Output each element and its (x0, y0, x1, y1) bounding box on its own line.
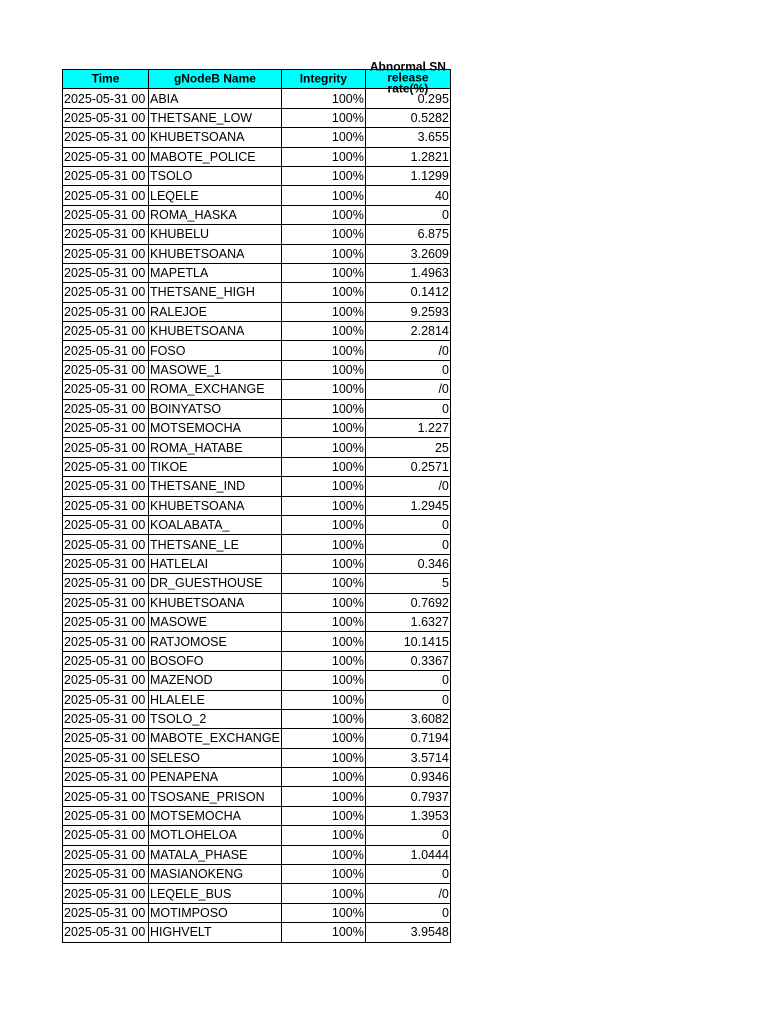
abnormal-sn-release-rate-cell[interactable]: 0 (365, 535, 450, 554)
abnormal-sn-release-rate-cell[interactable]: 25 (365, 438, 450, 457)
table-row (63, 477, 451, 496)
time-cell[interactable]: 2025-05-31 00 (63, 302, 149, 321)
header-integrity-label: Integrity (299, 71, 348, 86)
gnodeb-name-cell[interactable]: KHUBETSOANA (149, 593, 282, 612)
integrity-cell[interactable]: 100% (281, 341, 365, 360)
table-row (63, 225, 451, 244)
integrity-cell[interactable]: 100% (281, 166, 365, 185)
abnormal-sn-release-rate-cell[interactable]: 3.5714 (365, 748, 450, 767)
table-row (63, 263, 451, 282)
gnodeb-name-cell[interactable]: BOINYATSO (149, 399, 282, 418)
gnodeb-name-cell[interactable]: MABOTE_POLICE (149, 147, 282, 166)
gnodeb-name-cell[interactable]: ROMA_HATABE (149, 438, 282, 457)
time-cell[interactable]: 2025-05-31 00 (63, 612, 149, 631)
time-cell[interactable]: 2025-05-31 00 (63, 438, 149, 457)
time-cell[interactable]: 2025-05-31 00 (63, 671, 149, 690)
gnodeb-name-cell[interactable]: MAZENOD (149, 671, 282, 690)
header-abnormal-sn-release-rate[interactable] (365, 59, 450, 96)
gnodeb-name-cell[interactable]: ROMA_HASKA (149, 205, 282, 224)
table-row (63, 360, 451, 379)
gnodeb-name-cell[interactable]: HATLELAI (149, 554, 282, 573)
time-cell[interactable]: 2025-05-31 00 (63, 768, 149, 787)
abnormal-sn-release-rate-cell[interactable]: 0 (365, 360, 450, 379)
table-row (63, 865, 451, 884)
integrity-cell[interactable]: 100% (281, 671, 365, 690)
time-cell[interactable]: 2025-05-31 00 (63, 826, 149, 845)
table-row (63, 554, 451, 573)
integrity-cell[interactable]: 100% (281, 729, 365, 748)
table-row (63, 515, 451, 534)
header-integrity[interactable] (281, 70, 365, 89)
gnodeb-name-cell[interactable]: MOTIMPOSO (149, 903, 282, 922)
abnormal-sn-release-rate-cell[interactable]: 0 (365, 399, 450, 418)
integrity-cell[interactable]: 100% (281, 457, 365, 476)
abnormal-sn-release-rate-cell[interactable]: /0 (365, 341, 450, 360)
gnodeb-name-cell[interactable]: TSOLO_2 (149, 709, 282, 728)
table-row (63, 341, 451, 360)
time-cell[interactable]: 2025-05-31 00 (63, 787, 149, 806)
integrity-cell[interactable]: 100% (281, 205, 365, 224)
gnodeb-name-cell[interactable]: KOALABATA_ (149, 515, 282, 534)
table-row (63, 632, 451, 651)
table-row (63, 671, 451, 690)
integrity-cell[interactable]: 100% (281, 593, 365, 612)
table-row (63, 574, 451, 593)
integrity-cell[interactable]: 100% (281, 302, 365, 321)
integrity-cell[interactable]: 100% (281, 903, 365, 922)
time-cell[interactable]: 2025-05-31 00 (63, 903, 149, 922)
abnormal-sn-release-rate-cell[interactable]: 0 (365, 865, 450, 884)
table-row (63, 787, 451, 806)
abnormal-sn-release-rate-cell[interactable]: 2.2814 (365, 322, 450, 341)
time-cell[interactable]: 2025-05-31 00 (63, 341, 149, 360)
time-cell[interactable]: 2025-05-31 00 (63, 632, 149, 651)
gnodeb-name-cell[interactable]: FOSO (149, 341, 282, 360)
integrity-cell[interactable]: 100% (281, 108, 365, 127)
time-cell[interactable]: 2025-05-31 00 (63, 535, 149, 554)
integrity-cell[interactable]: 100% (281, 89, 365, 108)
time-cell[interactable]: 2025-05-31 00 (63, 496, 149, 515)
time-cell[interactable]: 2025-05-31 00 (63, 690, 149, 709)
gnodeb-name-cell[interactable]: LEQELE (149, 186, 282, 205)
gnodeb-name-cell[interactable]: KHUBETSOANA (149, 128, 282, 147)
gnodeb-name-cell[interactable]: KHUBELU (149, 225, 282, 244)
time-cell[interactable]: 2025-05-31 00 (63, 651, 149, 670)
table-row (63, 612, 451, 631)
gnodeb-name-cell[interactable]: ROMA_EXCHANGE (149, 380, 282, 399)
gnodeb-name-cell[interactable]: KHUBETSOANA (149, 496, 282, 515)
integrity-cell[interactable]: 100% (281, 865, 365, 884)
integrity-cell[interactable]: 100% (281, 380, 365, 399)
integrity-cell[interactable]: 100% (281, 438, 365, 457)
gnodeb-name-cell[interactable]: MASOWE (149, 612, 282, 631)
gnodeb-name-cell[interactable]: THETSANE_IND (149, 477, 282, 496)
abnormal-sn-release-rate-cell[interactable]: 40 (365, 186, 450, 205)
time-cell[interactable]: 2025-05-31 00 (63, 147, 149, 166)
table-row (63, 205, 451, 224)
gnodeb-name-cell[interactable]: TIKOE (149, 457, 282, 476)
table-row (63, 593, 451, 612)
table-row (63, 651, 451, 670)
integrity-cell[interactable]: 100% (281, 477, 365, 496)
gnodeb-name-cell[interactable]: MOTSEMOCHA (149, 419, 282, 438)
time-cell[interactable]: 2025-05-31 00 (63, 515, 149, 534)
time-cell[interactable]: 2025-05-31 00 (63, 729, 149, 748)
integrity-cell[interactable]: 100% (281, 283, 365, 302)
time-cell[interactable]: 2025-05-31 00 (63, 574, 149, 593)
table-row (63, 322, 451, 341)
gnodeb-name-cell[interactable]: KHUBETSOANA (149, 322, 282, 341)
table-row (63, 108, 451, 127)
gnodeb-name-cell[interactable]: TSOSANE_PRISON (149, 787, 282, 806)
integrity-cell[interactable]: 100% (281, 787, 365, 806)
abnormal-sn-release-rate-cell[interactable]: 0.1412 (365, 283, 450, 302)
table-row (63, 302, 451, 321)
table-row (63, 186, 451, 205)
gnodeb-name-cell[interactable]: ABIA (149, 89, 282, 108)
abnormal-sn-release-rate-cell[interactable]: 0 (365, 515, 450, 534)
integrity-cell[interactable]: 100% (281, 419, 365, 438)
table-row (63, 535, 451, 554)
abnormal-sn-release-rate-cell[interactable]: /0 (365, 380, 450, 399)
time-cell[interactable]: 2025-05-31 00 (63, 186, 149, 205)
gnodeb-name-cell[interactable]: SELESO (149, 748, 282, 767)
integrity-cell[interactable]: 100% (281, 826, 365, 845)
integrity-cell[interactable]: 100% (281, 574, 365, 593)
integrity-cell[interactable]: 100% (281, 923, 365, 942)
integrity-cell[interactable]: 100% (281, 612, 365, 631)
abnormal-sn-release-rate-cell[interactable]: 0 (365, 903, 450, 922)
abnormal-sn-release-rate-cell[interactable]: 0 (365, 205, 450, 224)
gnodeb-name-cell[interactable]: RALEJOE (149, 302, 282, 321)
abnormal-sn-release-rate-cell[interactable]: 0 (365, 671, 450, 690)
abnormal-sn-release-rate-cell[interactable]: 1.2945 (365, 496, 450, 515)
integrity-cell[interactable]: 100% (281, 651, 365, 670)
integrity-cell[interactable]: 100% (281, 632, 365, 651)
integrity-cell[interactable]: 100% (281, 128, 365, 147)
abnormal-sn-release-rate-cell[interactable]: 3.9548 (365, 923, 450, 942)
gnodeb-name-cell[interactable]: MAPETLA (149, 263, 282, 282)
abnormal-sn-release-rate-cell[interactable]: /0 (365, 477, 450, 496)
abnormal-sn-release-rate-cell[interactable]: 0.346 (365, 554, 450, 573)
table-row (63, 438, 451, 457)
abnormal-sn-release-rate-cell[interactable]: 3.6082 (365, 709, 450, 728)
time-cell[interactable]: 2025-05-31 00 (63, 205, 149, 224)
time-cell[interactable]: 2025-05-31 00 (63, 865, 149, 884)
header-time[interactable] (63, 70, 149, 89)
gnodeb-name-cell[interactable]: KHUBETSOANA (149, 244, 282, 263)
gnodeb-name-cell[interactable]: RATJOMOSE (149, 632, 282, 651)
integrity-cell[interactable]: 100% (281, 768, 365, 787)
header-abnormal-sn-release-rate-label: Abnormal SN release rate(%) (369, 59, 446, 96)
time-cell[interactable]: 2025-05-31 00 (63, 806, 149, 825)
gnodeb-name-cell[interactable]: HLALELE (149, 690, 282, 709)
integrity-cell[interactable]: 100% (281, 244, 365, 263)
abnormal-sn-release-rate-cell[interactable]: 9.2593 (365, 302, 450, 321)
integrity-cell[interactable]: 100% (281, 709, 365, 728)
table-row (63, 128, 451, 147)
table-row (63, 147, 451, 166)
abnormal-sn-release-rate-cell[interactable]: 1.0444 (365, 845, 450, 864)
gnodeb-name-cell[interactable]: MOTLOHELOA (149, 826, 282, 845)
table-row (63, 729, 451, 748)
integrity-cell[interactable]: 100% (281, 496, 365, 515)
header-row (63, 70, 451, 89)
abnormal-sn-release-rate-cell[interactable]: 0.9346 (365, 768, 450, 787)
abnormal-sn-release-rate-cell[interactable]: 3.2609 (365, 244, 450, 263)
time-cell[interactable]: 2025-05-31 00 (63, 244, 149, 263)
integrity-cell[interactable]: 100% (281, 322, 365, 341)
table-row (63, 709, 451, 728)
integrity-cell[interactable]: 100% (281, 884, 365, 903)
integrity-cell[interactable]: 100% (281, 147, 365, 166)
gnodeb-name-cell[interactable]: MABOTE_EXCHANGE (149, 729, 282, 748)
table-row (63, 457, 451, 476)
abnormal-sn-release-rate-cell[interactable]: 0 (365, 690, 450, 709)
table-row (63, 806, 451, 825)
abnormal-sn-release-rate-cell[interactable]: 0 (365, 826, 450, 845)
table-row (63, 244, 451, 263)
table-row (63, 166, 451, 185)
gnodeb-name-cell[interactable]: BOSOFO (149, 651, 282, 670)
time-cell[interactable]: 2025-05-31 00 (63, 225, 149, 244)
header-gnodeb-name-label: gNodeB Name (173, 71, 256, 86)
gnodeb-name-cell[interactable]: THETSANE_LOW (149, 108, 282, 127)
table-row (63, 768, 451, 787)
abnormal-sn-release-rate-cell[interactable]: 0.295 (365, 89, 450, 108)
integrity-cell[interactable]: 100% (281, 554, 365, 573)
time-cell[interactable]: 2025-05-31 00 (63, 457, 149, 476)
time-cell[interactable]: 2025-05-31 00 (63, 884, 149, 903)
table-body (63, 89, 451, 942)
time-cell[interactable]: 2025-05-31 00 (63, 263, 149, 282)
abnormal-sn-release-rate-cell[interactable]: 6.875 (365, 225, 450, 244)
abnormal-sn-release-rate-cell[interactable]: 0.7937 (365, 787, 450, 806)
abnormal-sn-release-rate-cell[interactable]: 0.5282 (365, 108, 450, 127)
time-cell[interactable]: 2025-05-31 00 (63, 166, 149, 185)
abnormal-sn-release-rate-cell[interactable]: 1.227 (365, 419, 450, 438)
table-row (63, 283, 451, 302)
time-cell[interactable]: 2025-05-31 00 (63, 380, 149, 399)
integrity-cell[interactable]: 100% (281, 806, 365, 825)
gnodeb-name-cell[interactable]: PENAPENA (149, 768, 282, 787)
time-cell[interactable]: 2025-05-31 00 (63, 845, 149, 864)
time-cell[interactable]: 2025-05-31 00 (63, 128, 149, 147)
integrity-cell[interactable]: 100% (281, 360, 365, 379)
time-cell[interactable]: 2025-05-31 00 (63, 108, 149, 127)
abnormal-sn-release-rate-cell[interactable]: 0.2571 (365, 457, 450, 476)
integrity-cell[interactable]: 100% (281, 690, 365, 709)
table-row (63, 380, 451, 399)
table-row (63, 903, 451, 922)
gnodeb-name-cell[interactable]: THETSANE_LE (149, 535, 282, 554)
integrity-cell[interactable]: 100% (281, 186, 365, 205)
abnormal-sn-release-rate-cell[interactable]: 0.7194 (365, 729, 450, 748)
gnodeb-name-cell[interactable]: MASOWE_1 (149, 360, 282, 379)
abnormal-sn-release-rate-cell[interactable]: 0.3367 (365, 651, 450, 670)
abnormal-sn-release-rate-cell[interactable]: 10.1415 (365, 632, 450, 651)
integrity-cell[interactable]: 100% (281, 845, 365, 864)
gnodeb-name-cell[interactable]: MOTSEMOCHA (149, 806, 282, 825)
table-row (63, 884, 451, 903)
abnormal-sn-release-rate-cell[interactable]: 0.7692 (365, 593, 450, 612)
time-cell[interactable]: 2025-05-31 00 (63, 89, 149, 108)
abnormal-sn-release-rate-cell[interactable]: 1.4963 (365, 263, 450, 282)
abnormal-sn-release-rate-cell[interactable]: 1.3953 (365, 806, 450, 825)
time-cell[interactable]: 2025-05-31 00 (63, 322, 149, 341)
gnodeb-name-cell[interactable]: THETSANE_HIGH (149, 283, 282, 302)
integrity-cell[interactable]: 100% (281, 399, 365, 418)
integrity-cell[interactable]: 100% (281, 535, 365, 554)
gnodeb-name-cell[interactable]: HIGHVELT (149, 923, 282, 942)
integrity-cell[interactable]: 100% (281, 515, 365, 534)
abnormal-sn-release-rate-cell[interactable]: 1.6327 (365, 612, 450, 631)
abnormal-sn-release-rate-cell[interactable]: 1.1299 (365, 166, 450, 185)
integrity-cell[interactable]: 100% (281, 263, 365, 282)
time-cell[interactable]: 2025-05-31 00 (63, 709, 149, 728)
gnodeb-name-cell[interactable]: LEQELE_BUS (149, 884, 282, 903)
table-row (63, 923, 451, 942)
time-cell[interactable]: 2025-05-31 00 (63, 283, 149, 302)
abnormal-sn-release-rate-cell[interactable]: 1.2821 (365, 147, 450, 166)
data-table (62, 59, 451, 943)
integrity-cell[interactable]: 100% (281, 748, 365, 767)
gnodeb-name-cell[interactable]: MASIANOKENG (149, 865, 282, 884)
time-cell[interactable]: 2025-05-31 00 (63, 477, 149, 496)
time-cell[interactable]: 2025-05-31 00 (63, 748, 149, 767)
header-time-label: Time (91, 71, 120, 86)
table-row (63, 826, 451, 845)
time-cell[interactable]: 2025-05-31 00 (63, 554, 149, 573)
gnodeb-name-cell[interactable]: MATALA_PHASE (149, 845, 282, 864)
gnodeb-name-cell[interactable]: DR_GUESTHOUSE (149, 574, 282, 593)
abnormal-sn-release-rate-cell[interactable]: 3.655 (365, 128, 450, 147)
table-row (63, 419, 451, 438)
table-row (63, 845, 451, 864)
time-cell[interactable]: 2025-05-31 00 (63, 419, 149, 438)
table-row (63, 748, 451, 767)
table-row (63, 690, 451, 709)
table-row (63, 496, 451, 515)
integrity-cell[interactable]: 100% (281, 225, 365, 244)
time-cell[interactable]: 2025-05-31 00 (63, 399, 149, 418)
header-gnodeb-name[interactable] (149, 70, 282, 89)
time-cell[interactable]: 2025-05-31 00 (63, 593, 149, 612)
time-cell[interactable]: 2025-05-31 00 (63, 923, 149, 942)
gnodeb-name-cell[interactable]: TSOLO (149, 166, 282, 185)
time-cell[interactable]: 2025-05-31 00 (63, 360, 149, 379)
abnormal-sn-release-rate-cell[interactable]: 5 (365, 574, 450, 593)
abnormal-sn-release-rate-cell[interactable]: /0 (365, 884, 450, 903)
table-row (63, 399, 451, 418)
